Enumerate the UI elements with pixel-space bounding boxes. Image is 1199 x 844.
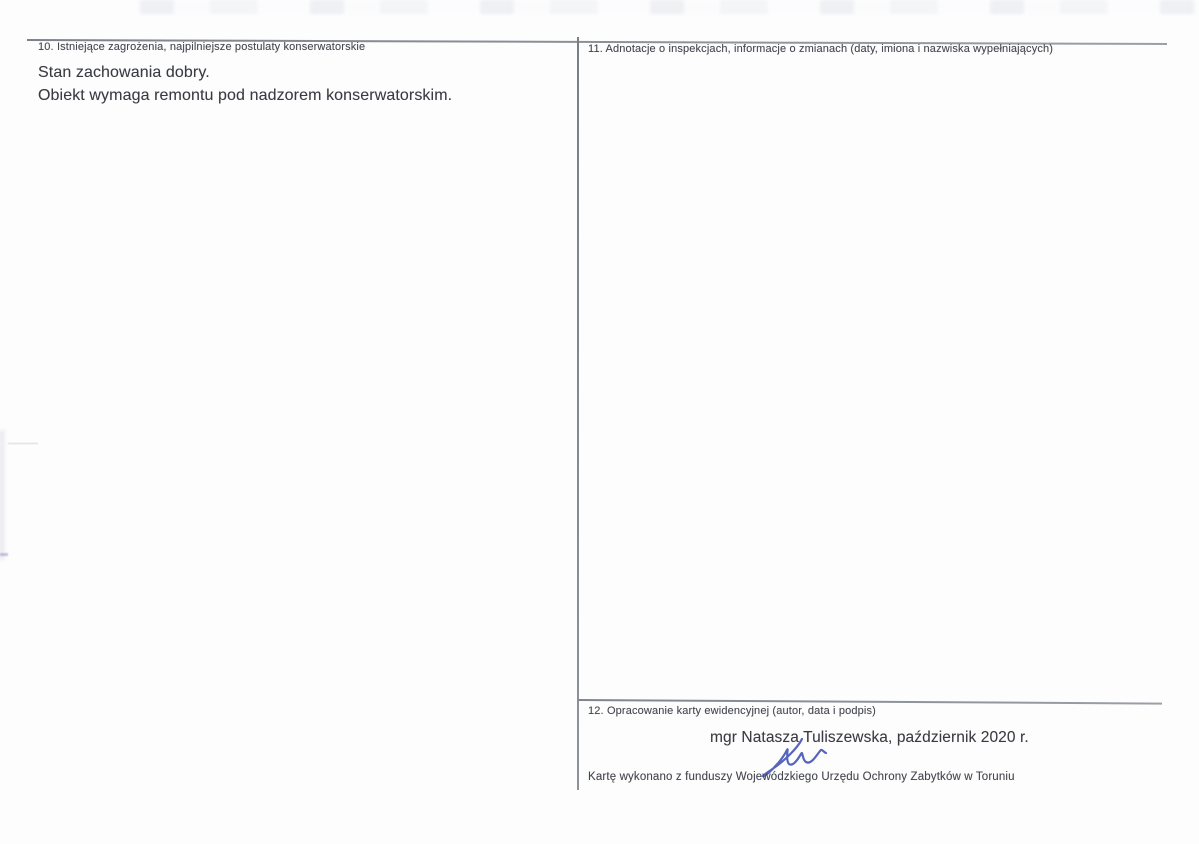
section-12-header: 12. Opracowanie karty ewidencyjnej (autor, data i podpis): [588, 705, 876, 717]
column-divider-rule: [577, 37, 579, 790]
footer-funding-note: Kartę wykonano z funduszy Wojewódzkiego Urzędu Ochrony Zabytków w Toruniu: [588, 771, 1015, 783]
section-10-text: [38, 61, 452, 107]
section-11-header: 11. Adnotacje o inspekcjach, informacje o zmianach (daty, imiona i nazwiska wypełniających): [588, 43, 1054, 55]
section-10-text-line-1: Stan zachowania dobry.: [38, 64, 210, 81]
section-10-text-line-2: Obiekt wymaga remontu pod nadzorem konserwatorskim.: [38, 87, 453, 104]
section-12-horizontal-rule: [578, 699, 1162, 705]
section-12-author-line: mgr Natasza Tuliszewska, październik 2020 r.: [710, 729, 1029, 746]
scan-artifact-dash: [8, 443, 38, 444]
scan-artifact-tick: [0, 553, 8, 556]
scan-noise-top-edge: [140, 0, 1199, 14]
scan-smudge-left-edge: [0, 430, 7, 560]
section-10-header: 10. Istniejące zagrożenia, najpilniejsze postulaty konserwatorskie: [38, 41, 366, 53]
